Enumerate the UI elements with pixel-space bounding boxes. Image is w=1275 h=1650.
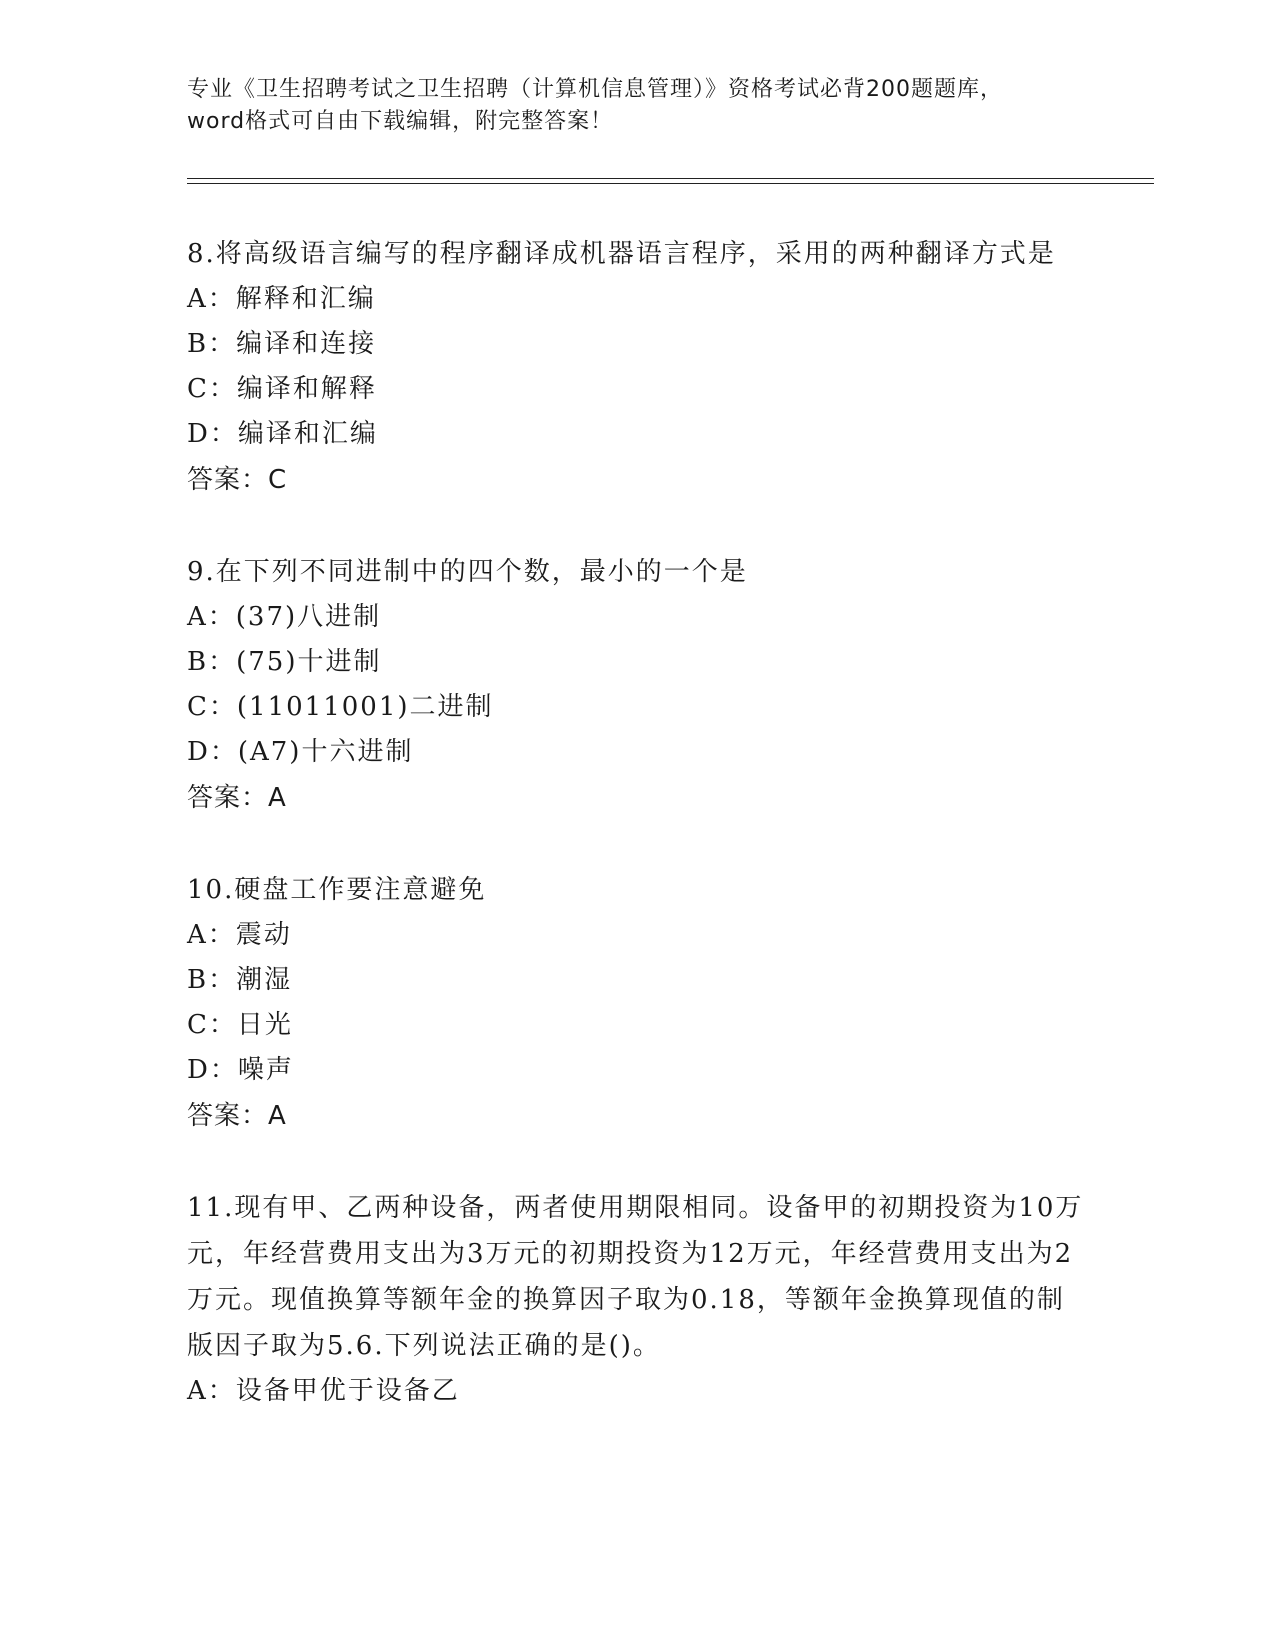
- question-list: [187, 231, 1087, 1460]
- option-b: B：潮湿: [187, 965, 293, 995]
- option-a: A：(37)八进制: [187, 602, 382, 632]
- answer: 答案：A: [187, 1101, 287, 1131]
- question-text: 10.硬盘工作要注意避免: [187, 875, 487, 905]
- option-a: A：设备甲优于设备乙: [187, 1376, 460, 1406]
- header-line-1: 专业《卫生招聘考试之卫生招聘（计算机信息管理）》资格考试必背200题题库，: [187, 77, 1003, 102]
- option-a: A：解释和汇编: [187, 284, 376, 314]
- option-d: D：(A7)十六进制: [187, 737, 414, 767]
- header-divider-top: [187, 178, 1154, 179]
- question-text: 8.将高级语言编写的程序翻译成机器语言程序，采用的两种翻译方式是: [187, 239, 1056, 269]
- question-11: [187, 1185, 1087, 1414]
- option-d: D：噪声: [187, 1055, 294, 1085]
- answer: 答案：A: [187, 783, 287, 813]
- header-divider-bottom: [187, 183, 1154, 184]
- option-b: B：编译和连接: [187, 329, 377, 359]
- option-d: D：编译和汇编: [187, 419, 378, 449]
- question-text: 11.现有甲、乙两种设备，两者使用期限相同。设备甲的初期投资为10万元，年经营费用支出为3万元的初期投资为12万元，年经营费用支出为2万元。现值换算等额年金的换算因子取为0.18，等额年金换算现值的制版因子取为5.6.下列说法正确的是()。: [187, 1193, 1084, 1361]
- question-8: [187, 231, 1087, 503]
- answer: 答案：C: [187, 465, 288, 495]
- question-10: [187, 867, 1087, 1139]
- question-9: [187, 549, 1087, 821]
- option-a: A：震动: [187, 920, 292, 950]
- header-line-2: word格式可自由下载编辑，附完整答案！: [187, 109, 614, 134]
- option-b: B：(75)十进制: [187, 647, 382, 677]
- option-c: C：编译和解释: [187, 374, 377, 404]
- option-c: C：日光: [187, 1010, 293, 1040]
- document-header: [187, 74, 1087, 138]
- option-c: C：(11011001)二进制: [187, 692, 494, 722]
- question-text: 9.在下列不同进制中的四个数，最小的一个是: [187, 557, 748, 587]
